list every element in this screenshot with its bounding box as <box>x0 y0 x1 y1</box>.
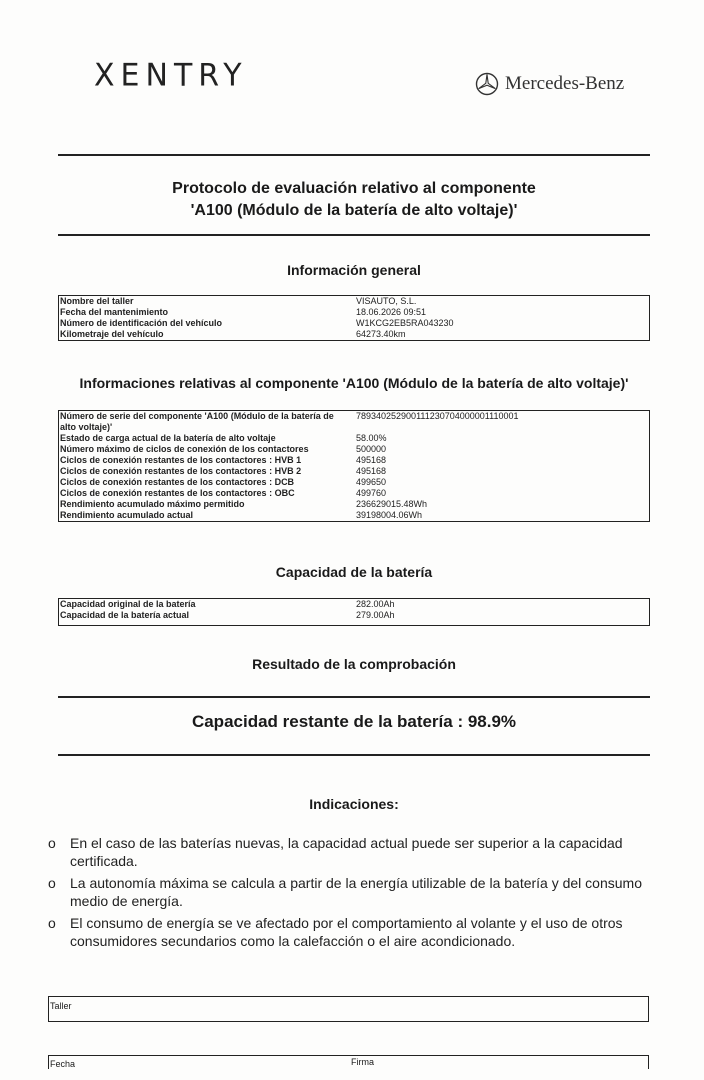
result-heading: Resultado de la comprobación <box>252 656 456 672</box>
notes-heading: Indicaciones: <box>309 796 399 812</box>
table-row <box>59 455 649 466</box>
list-item <box>48 834 658 870</box>
serial-key-line-1: Número de serie del componente 'A100 (Módulo de la batería de <box>60 411 334 421</box>
table-row <box>59 477 649 488</box>
list-item <box>48 914 658 950</box>
bullet-icon: o <box>48 875 56 891</box>
mercedes-benz-text: Mercedes-Benz <box>505 73 625 94</box>
component-table <box>58 410 650 522</box>
row-key: Número de identificación del vehículo <box>60 318 223 328</box>
row-value: 789340252900111230704000001110001 <box>356 411 519 421</box>
table-row <box>59 466 649 477</box>
table-row <box>59 488 649 499</box>
row-value: 279.00Ah <box>356 610 395 620</box>
row-key: Ciclos de conexión restantes de los contactores : OBC <box>60 488 295 498</box>
row-key: Ciclos de conexión restantes de los contactores : HVB 2 <box>60 466 302 476</box>
row-value: 39198004.06Wh <box>356 510 423 520</box>
row-value: W1KCG2EB5RA043230 <box>356 318 454 328</box>
row-value: 58.00% <box>356 433 387 443</box>
table-row <box>59 296 649 307</box>
fecha-firma-box <box>48 1055 649 1069</box>
row-key: Rendimiento acumulado máximo permitido <box>60 499 245 509</box>
row-value: 500000 <box>356 444 387 454</box>
note-text: El consumo de energía se ve afectado por el comportamiento al volante y el uso de otros consumidores secundarios como la calefacción o el aire acondicionado. <box>70 915 623 949</box>
serial-key-line-2: alto voltaje)' <box>60 422 113 432</box>
document-title <box>58 178 650 222</box>
bullet-icon: o <box>48 835 56 851</box>
notes-list <box>48 834 658 954</box>
general-heading: Información general <box>287 262 421 278</box>
list-item <box>48 874 658 910</box>
table-row <box>59 499 649 510</box>
note-text: En el caso de las baterías nuevas, la capacidad actual puede ser superior a la capacidad certificada. <box>70 835 623 869</box>
capacity-heading: Capacidad de la batería <box>275 564 433 580</box>
result-rule-top <box>58 696 650 698</box>
row-key: Nombre del taller <box>60 296 134 306</box>
title-line-2: 'A100 (Módulo de la batería de alto voltaje)' <box>190 202 518 219</box>
title-line-1: Protocolo de evaluación relativo al componente <box>172 180 536 197</box>
row-value: 18.06.2026 09:51 <box>356 307 427 317</box>
general-table <box>58 295 650 341</box>
table-row <box>59 610 649 621</box>
firma-label: Firma <box>351 1057 374 1067</box>
note-text: La autonomía máxima se calcula a partir de la energía utilizable de la batería y del consumo medio de energía. <box>70 875 642 909</box>
table-row <box>59 599 649 610</box>
mercedes-benz-brand <box>475 72 624 96</box>
row-key: Ciclos de conexión restantes de los contactores : HVB 1 <box>60 455 302 465</box>
row-value: 282.00Ah <box>356 599 395 609</box>
row-value: 499650 <box>356 477 387 487</box>
row-value: 236629015.48Wh <box>356 499 428 509</box>
bullet-icon: o <box>48 915 56 931</box>
capacity-table <box>58 598 650 626</box>
row-key: Capacidad de la batería actual <box>60 610 190 620</box>
row-key <box>59 411 346 433</box>
table-row <box>59 329 649 340</box>
mercedes-star-icon <box>475 72 499 96</box>
table-row <box>59 433 649 444</box>
row-value: 495168 <box>356 466 387 476</box>
title-rule <box>58 234 650 236</box>
table-row <box>59 318 649 329</box>
row-key: Capacidad original de la batería <box>60 599 196 609</box>
row-value: VISAUTO, S.L. <box>356 296 417 306</box>
fecha-label: Fecha <box>50 1059 76 1069</box>
row-value: 495168 <box>356 455 387 465</box>
row-value: 499760 <box>356 488 387 498</box>
table-row <box>59 444 649 455</box>
table-row <box>59 307 649 318</box>
taller-box <box>48 996 649 1022</box>
row-key: Fecha del mantenimiento <box>60 307 169 317</box>
row-key: Kilometraje del vehículo <box>60 329 164 339</box>
row-key: Número máximo de ciclos de conexión de los contactores <box>60 444 309 454</box>
component-heading: Informaciones relativas al componente 'A100 (Módulo de la batería de alto voltaje)' <box>79 375 629 391</box>
xentry-logo: XENTRY <box>94 57 248 94</box>
row-key: Rendimiento acumulado actual <box>60 510 194 520</box>
row-key: Ciclos de conexión restantes de los contactores : DCB <box>60 477 295 487</box>
remaining-capacity: Capacidad restante de la batería : 98.9% <box>191 712 517 731</box>
row-key: Estado de carga actual de la batería de alto voltaje <box>60 433 276 443</box>
top-rule <box>58 154 650 156</box>
table-row <box>59 510 649 521</box>
table-row <box>59 411 649 433</box>
taller-label: Taller <box>50 1001 72 1011</box>
result-rule-bottom <box>58 754 650 756</box>
row-value: 64273.40km <box>356 329 406 339</box>
